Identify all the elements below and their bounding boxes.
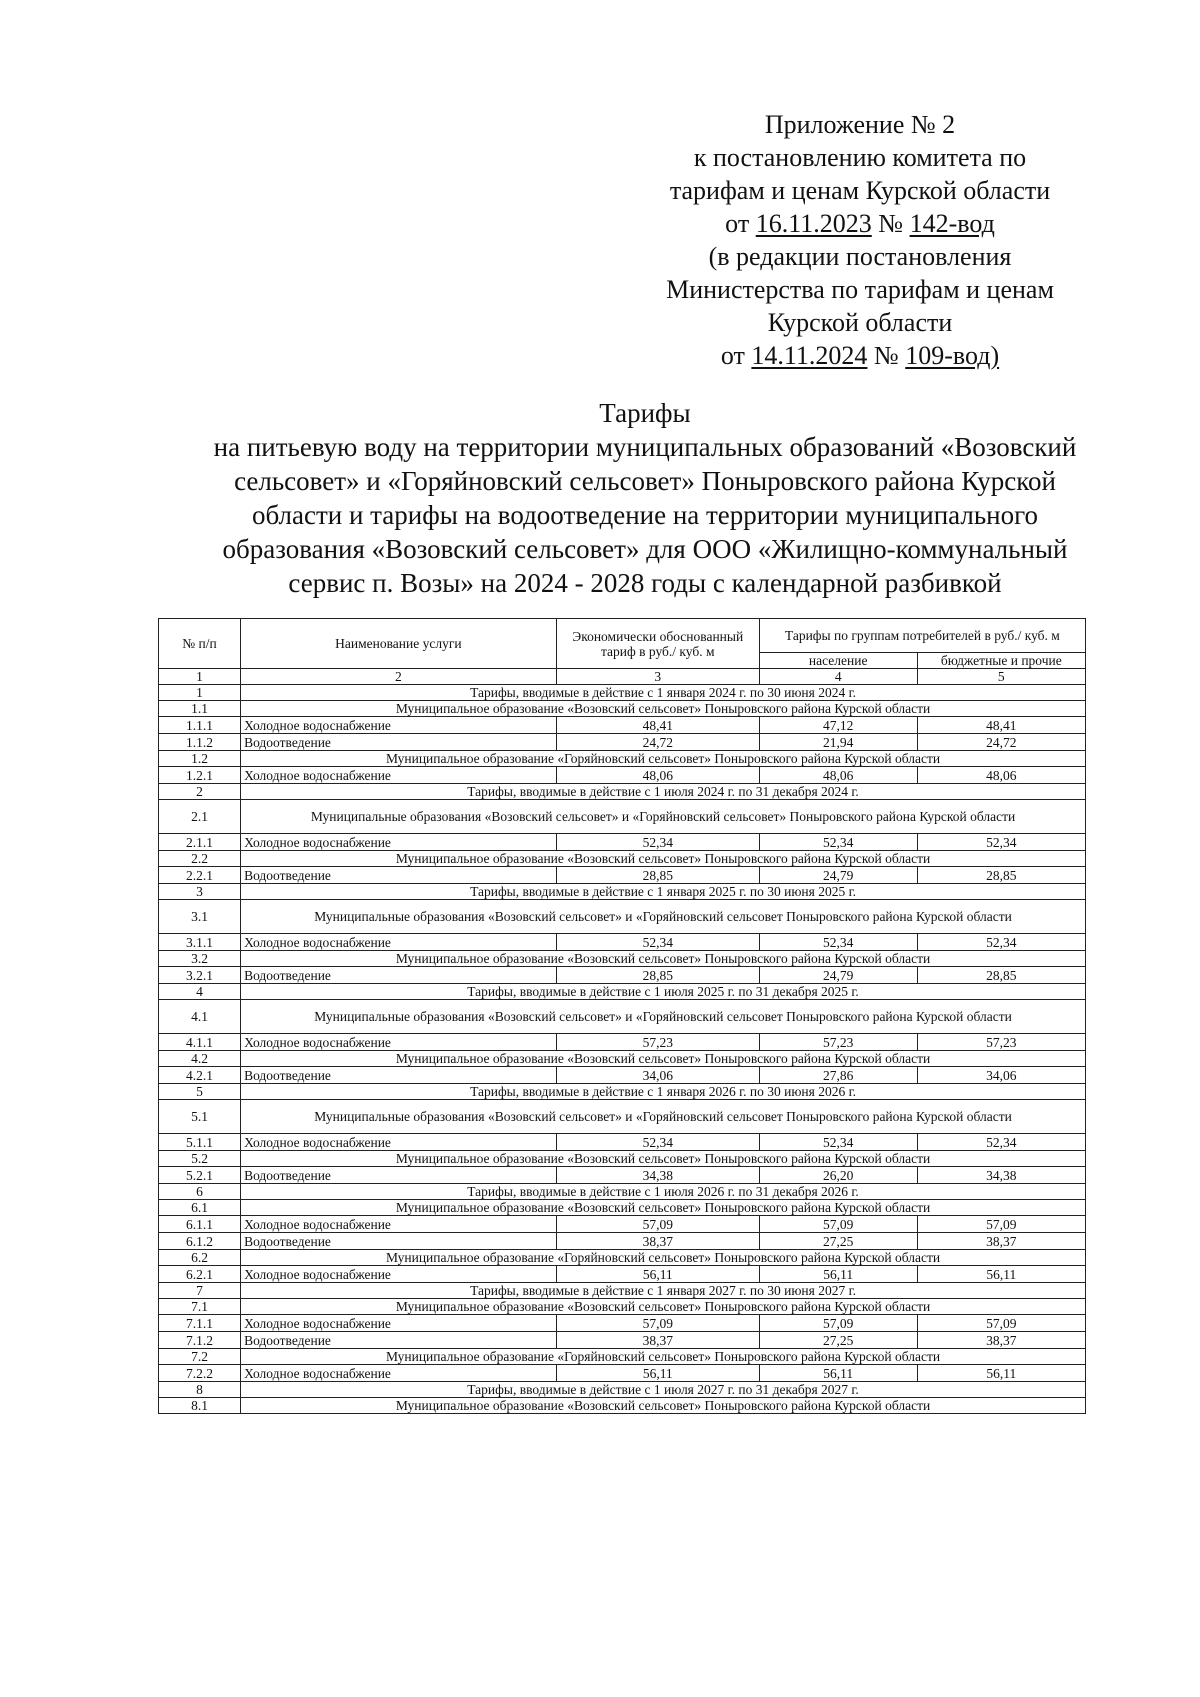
econ-tariff-cell: 52,34 [556, 934, 759, 951]
ministry-line: Министерства по тарифам и ценам [666, 275, 1054, 304]
section-title: Муниципальные образования «Возовский сельсовет» и «Горяйновский сельсовет Поныровского района Курской области [241, 1100, 1086, 1134]
row-number: 5.1.1 [159, 1134, 241, 1151]
table-row [159, 834, 1086, 851]
col-header-groups: Тарифы по группам потребителей в руб./ куб. м [759, 619, 1085, 653]
col-number: 5 [917, 669, 1085, 685]
budget-tariff-cell: 24,72 [917, 734, 1085, 751]
section-row [159, 701, 1086, 717]
table-row [159, 1216, 1086, 1233]
population-tariff-cell: 27,25 [759, 1332, 917, 1349]
region-line: Курской области [767, 308, 953, 337]
row-number: 8.1 [159, 1398, 241, 1414]
title-line: сервис п. Возы» на 2024 - 2028 годы с календарной разбивкой [288, 568, 1002, 598]
row-number: 6.1.2 [159, 1233, 241, 1250]
section-row [159, 1250, 1086, 1266]
col-header-number: № п/п [159, 619, 241, 669]
title-line: на питьевую воду на территории муниципальных образований «Возовский [213, 432, 1077, 462]
row-number: 2.1 [159, 800, 241, 834]
section-row [159, 1051, 1086, 1067]
col-header-name: Наименование услуги [241, 619, 557, 669]
service-name: Холодное водоснабжение [241, 717, 557, 734]
econ-tariff-cell: 52,34 [556, 1134, 759, 1151]
budget-tariff-cell: 34,38 [917, 1167, 1085, 1184]
section-title: Муниципальное образование «Возовский сельсовет» Поныровского района Курской области [241, 1151, 1086, 1167]
row-number: 2 [159, 784, 241, 800]
table-header-row [159, 619, 1086, 653]
col-number: 2 [241, 669, 557, 685]
section-title: Тарифы, вводимые в действие с 1 января 2025 г. по 30 июня 2025 г. [241, 884, 1086, 900]
econ-tariff-cell: 34,38 [556, 1167, 759, 1184]
section-title: Муниципальные образования «Возовский сельсовет» и «Горяйновский сельсовет Поныровского района Курской области [241, 900, 1086, 934]
budget-tariff-cell: 28,85 [917, 867, 1085, 884]
econ-tariff-cell: 38,37 [556, 1332, 759, 1349]
section-title: Муниципальное образование «Возовский сельсовет» Поныровского района Курской области [241, 1051, 1086, 1067]
section-row [159, 1184, 1086, 1200]
econ-tariff-cell: 28,85 [556, 867, 759, 884]
section-title: Тарифы, вводимые в действие с 1 июля 2024 г. по 31 декабря 2024 г. [241, 784, 1086, 800]
service-name: Водоотведение [241, 1067, 557, 1084]
table-row [159, 934, 1086, 951]
budget-tariff-cell: 57,09 [917, 1315, 1085, 1332]
econ-tariff-cell: 48,06 [556, 767, 759, 784]
revision-number: 109-вод) [905, 341, 1000, 370]
row-number: 7.1 [159, 1299, 241, 1315]
revision-date-line: от 14.11.2024 № 109-вод) [720, 341, 1000, 370]
row-number: 4.1.1 [159, 1034, 241, 1051]
column-number-row [159, 669, 1086, 685]
row-number: 1.2 [159, 751, 241, 767]
row-number: 5 [159, 1084, 241, 1100]
econ-tariff-cell: 56,11 [556, 1365, 759, 1382]
service-name: Водоотведение [241, 1233, 557, 1250]
col-number: 4 [759, 669, 917, 685]
section-title: Тарифы, вводимые в действие с 1 июля 2027 г. по 31 декабря 2027 г. [241, 1382, 1086, 1398]
service-name: Водоотведение [241, 967, 557, 984]
row-number: 7.1.2 [159, 1332, 241, 1349]
budget-tariff-cell: 52,34 [917, 834, 1085, 851]
row-number: 7.2 [159, 1349, 241, 1365]
row-number: 6 [159, 1184, 241, 1200]
population-tariff-cell: 27,86 [759, 1067, 917, 1084]
row-number: 6.2.1 [159, 1266, 241, 1283]
section-row [159, 1200, 1086, 1216]
row-number: 4.1 [159, 1000, 241, 1034]
row-number: 4.2.1 [159, 1067, 241, 1084]
revision-line: (в редакции постановления [708, 242, 1012, 271]
row-number: 6.1 [159, 1200, 241, 1216]
service-name: Холодное водоснабжение [241, 1034, 557, 1051]
budget-tariff-cell: 48,41 [917, 717, 1085, 734]
econ-tariff-cell: 57,09 [556, 1216, 759, 1233]
table-row [159, 1134, 1086, 1151]
table-row [159, 967, 1086, 984]
service-name: Холодное водоснабжение [241, 1365, 557, 1382]
section-row [159, 1000, 1086, 1034]
row-number: 4.2 [159, 1051, 241, 1067]
row-number: 1.2.1 [159, 767, 241, 784]
budget-tariff-cell: 28,85 [917, 967, 1085, 984]
section-row [159, 1084, 1086, 1100]
population-tariff-cell: 52,34 [759, 1134, 917, 1151]
section-row [159, 784, 1086, 800]
row-number: 2.2 [159, 851, 241, 867]
table-row [159, 1233, 1086, 1250]
section-title: Муниципальное образование «Возовский сельсовет» Поныровского района Курской области [241, 1398, 1086, 1414]
population-tariff-cell: 57,09 [759, 1315, 917, 1332]
appendix-ref-line: к постановлению комитета по [693, 143, 1027, 172]
econ-tariff-cell: 56,11 [556, 1266, 759, 1283]
budget-tariff-cell: 48,06 [917, 767, 1085, 784]
table-row [159, 1315, 1086, 1332]
section-row [159, 685, 1086, 701]
col-header-population: население [759, 653, 917, 669]
row-number: 3.1.1 [159, 934, 241, 951]
budget-tariff-cell: 38,37 [917, 1332, 1085, 1349]
section-row [159, 984, 1086, 1000]
population-tariff-cell: 26,20 [759, 1167, 917, 1184]
econ-tariff-cell: 24,72 [556, 734, 759, 751]
section-title: Муниципальное образование «Горяйновский сельсовет» Поныровского района Курской области [241, 1349, 1086, 1365]
section-title: Тарифы, вводимые в действие с 1 января 2024 г. по 30 июня 2024 г. [241, 685, 1086, 701]
service-name: Водоотведение [241, 1167, 557, 1184]
section-title: Муниципальное образование «Возовский сельсовет» Поныровского района Курской области [241, 1200, 1086, 1216]
title-line: области и тарифы на водоотведение на территории муниципального [251, 500, 1039, 530]
service-name: Водоотведение [241, 1332, 557, 1349]
table-row [159, 1034, 1086, 1051]
tariff-table [158, 618, 1086, 1414]
table-row [159, 1332, 1086, 1349]
col-number: 3 [556, 669, 759, 685]
table-row [159, 1067, 1086, 1084]
row-number: 4 [159, 984, 241, 1000]
section-row [159, 1100, 1086, 1134]
row-number: 2.1.1 [159, 834, 241, 851]
econ-tariff-cell: 48,41 [556, 717, 759, 734]
section-title: Муниципальное образование «Возовский сельсовет» Поныровского района Курской области [241, 951, 1086, 967]
row-number: 6.1.1 [159, 1216, 241, 1233]
table-row [159, 867, 1086, 884]
section-title: Муниципальное образование «Возовский сельсовет» Поныровского района Курской области [241, 1299, 1086, 1315]
budget-tariff-cell: 57,23 [917, 1034, 1085, 1051]
table-row [159, 767, 1086, 784]
section-title: Тарифы, вводимые в действие с 1 июля 2026 г. по 31 декабря 2026 г. [241, 1184, 1086, 1200]
title-line: образования «Возовский сельсовет» для ООО «Жилищно-коммунальный [222, 534, 1068, 564]
section-row [159, 951, 1086, 967]
section-title: Муниципальное образование «Горяйновский сельсовет» Поныровского района Курской области [241, 1250, 1086, 1266]
budget-tariff-cell: 34,06 [917, 1067, 1085, 1084]
decree-number: 142-вод [909, 209, 995, 238]
service-name: Холодное водоснабжение [241, 1315, 557, 1332]
population-tariff-cell: 21,94 [759, 734, 917, 751]
row-number: 7.1.1 [159, 1315, 241, 1332]
population-tariff-cell: 52,34 [759, 934, 917, 951]
col-number: 1 [159, 669, 241, 685]
section-row [159, 1283, 1086, 1299]
population-tariff-cell: 57,09 [759, 1216, 917, 1233]
econ-tariff-cell: 38,37 [556, 1233, 759, 1250]
section-title: Тарифы, вводимые в действие с 1 января 2026 г. по 30 июня 2026 г. [241, 1084, 1086, 1100]
row-number: 3.1 [159, 900, 241, 934]
section-row [159, 851, 1086, 867]
service-name: Холодное водоснабжение [241, 934, 557, 951]
section-row [159, 800, 1086, 834]
table-row [159, 1266, 1086, 1283]
population-tariff-cell: 24,79 [759, 967, 917, 984]
population-tariff-cell: 57,23 [759, 1034, 917, 1051]
service-name: Холодное водоснабжение [241, 767, 557, 784]
section-title: Муниципальные образования «Возовский сельсовет» и «Горяйновский сельсовет» Поныровского района Курской области [241, 800, 1086, 834]
row-number: 3.2 [159, 951, 241, 967]
service-name: Холодное водоснабжение [241, 1266, 557, 1283]
table-row [159, 717, 1086, 734]
row-number: 1.1.2 [159, 734, 241, 751]
section-row [159, 1398, 1086, 1414]
section-row [159, 1151, 1086, 1167]
row-number: 7.2.2 [159, 1365, 241, 1382]
section-title: Муниципальные образования «Возовский сельсовет» и «Горяйновский сельсовет Поныровского района Курской области [241, 1000, 1086, 1034]
section-row [159, 751, 1086, 767]
population-tariff-cell: 52,34 [759, 834, 917, 851]
econ-tariff-cell: 28,85 [556, 967, 759, 984]
row-number: 1 [159, 685, 241, 701]
table-row [159, 1365, 1086, 1382]
population-tariff-cell: 24,79 [759, 867, 917, 884]
appendix-header [600, 108, 1120, 372]
budget-tariff-cell: 38,37 [917, 1233, 1085, 1250]
budget-tariff-cell: 52,34 [917, 1134, 1085, 1151]
appendix-number: Приложение № 2 [764, 110, 956, 139]
econ-tariff-cell: 52,34 [556, 834, 759, 851]
title-heading: Тарифы [599, 398, 691, 428]
population-tariff-cell: 47,12 [759, 717, 917, 734]
population-tariff-cell: 56,11 [759, 1365, 917, 1382]
budget-tariff-cell: 57,09 [917, 1216, 1085, 1233]
service-name: Водоотведение [241, 734, 557, 751]
revision-date: 14.11.2024 [751, 341, 868, 370]
budget-tariff-cell: 52,34 [917, 934, 1085, 951]
population-tariff-cell: 56,11 [759, 1266, 917, 1283]
row-number: 5.2.1 [159, 1167, 241, 1184]
section-title: Тарифы, вводимые в действие с 1 января 2027 г. по 30 июня 2027 г. [241, 1283, 1086, 1299]
econ-tariff-cell: 34,06 [556, 1067, 759, 1084]
section-row [159, 1299, 1086, 1315]
section-row [159, 884, 1086, 900]
section-row [159, 1349, 1086, 1365]
col-header-econ: Экономически обоснованный тариф в руб./ куб. м [556, 619, 759, 669]
tariff-table-container [158, 618, 1086, 1414]
service-name: Холодное водоснабжение [241, 1134, 557, 1151]
section-row [159, 1382, 1086, 1398]
budget-tariff-cell: 56,11 [917, 1365, 1085, 1382]
service-name: Водоотведение [241, 867, 557, 884]
section-row [159, 900, 1086, 934]
row-number: 8 [159, 1382, 241, 1398]
row-number: 5.2 [159, 1151, 241, 1167]
title-line: сельсовет» и «Горяйновский сельсовет» Поныровского района Курской [234, 466, 1056, 496]
section-title: Муниципальное образование «Горяйновский сельсовет» Поныровского района Курской области [241, 751, 1086, 767]
service-name: Холодное водоснабжение [241, 1216, 557, 1233]
row-number: 1.1.1 [159, 717, 241, 734]
row-number: 6.2 [159, 1250, 241, 1266]
table-row [159, 734, 1086, 751]
econ-tariff-cell: 57,23 [556, 1034, 759, 1051]
table-row [159, 1167, 1086, 1184]
row-number: 2.2.1 [159, 867, 241, 884]
section-title: Муниципальное образование «Возовский сельсовет» Поныровского района Курской области [241, 701, 1086, 717]
population-tariff-cell: 48,06 [759, 767, 917, 784]
row-number: 3.2.1 [159, 967, 241, 984]
population-tariff-cell: 27,25 [759, 1233, 917, 1250]
budget-tariff-cell: 56,11 [917, 1266, 1085, 1283]
document-title [150, 396, 1140, 600]
appendix-committee-line: тарифам и ценам Курской области [669, 176, 1051, 205]
decree-date: 16.11.2023 [755, 209, 872, 238]
econ-tariff-cell: 57,09 [556, 1315, 759, 1332]
service-name: Холодное водоснабжение [241, 834, 557, 851]
row-number: 3 [159, 884, 241, 900]
row-number: 1.1 [159, 701, 241, 717]
col-header-budget: бюджетные и прочие [917, 653, 1085, 669]
section-title: Тарифы, вводимые в действие с 1 июля 2025 г. по 31 декабря 2025 г. [241, 984, 1086, 1000]
section-title: Муниципальное образование «Возовский сельсовет» Поныровского района Курской области [241, 851, 1086, 867]
appendix-date-line: от 16.11.2023 № 142-вод [725, 209, 995, 238]
row-number: 7 [159, 1283, 241, 1299]
row-number: 5.1 [159, 1100, 241, 1134]
